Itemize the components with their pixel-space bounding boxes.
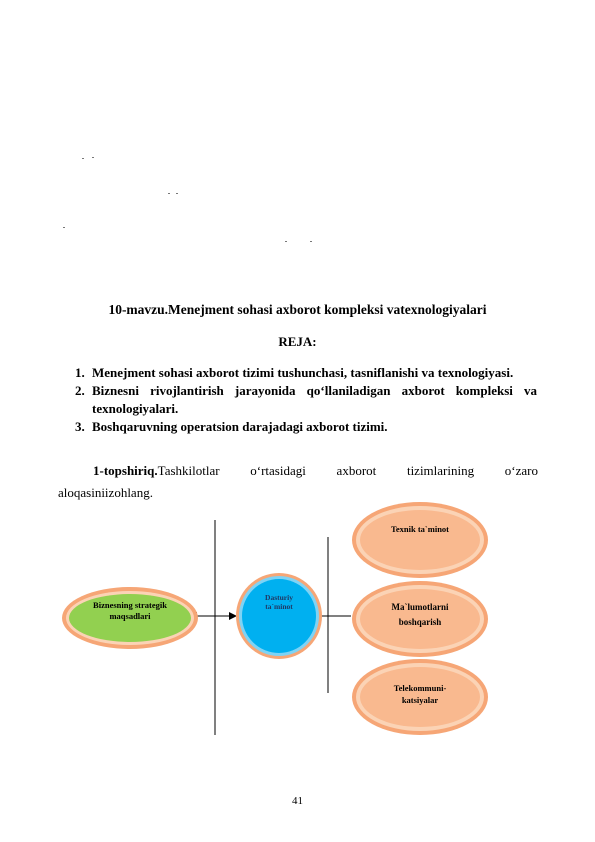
task-word: tizimlarining [406,463,475,478]
node-label: katsiyalar [401,695,439,705]
plan-heading: REJA: [278,334,317,349]
node-hardware [352,502,488,578]
node-label: maqsadlari [109,611,151,621]
task-label: 1-topshiriq. [93,463,158,478]
plan-item-text: Menejment sohasi axborot tizimi tushunchasi, tasniflanishi va texnologiyasi. [92,365,514,380]
node-label: Biznesning strategik [93,600,167,610]
plan-item-number: 2. [75,383,85,398]
task-word: o‘zaro [504,463,538,478]
node-label: Ma`lumotlarni [391,602,449,612]
page-number: 41 [292,795,303,807]
node-telecommunications [352,659,488,735]
plan-item-number: 3. [75,419,85,434]
task-word: axborot [336,463,377,478]
plan-item-text: Boshqaruvning operatsion darajadagi axborot tizimi. [92,419,388,434]
plan-item-number: 1. [75,365,85,380]
node-software [236,573,322,659]
task-word: o‘rtasidagi [250,463,306,478]
task-line-2: aloqasiniizohlang. [58,485,153,500]
node-label: Texnik ta`minot [390,524,450,534]
task-word: Tashkilotlar [157,463,220,478]
node-label: ta`minot [265,602,293,611]
plan-item-text: Biznesni rivojlantirish jarayonida qo‘llaniladigan axborot kompleksi va texnologiyalari. [92,383,537,416]
node-label: Dasturiy [265,593,293,602]
node-label: Telekommuni- [393,683,447,693]
node-business-goals [62,587,198,649]
node-data-management [352,581,488,657]
node-label: boshqarish [398,617,442,627]
page-title: 10-mavzu.Menejment sohasi axborot kompleksi vatexnologiyalari [108,302,487,317]
